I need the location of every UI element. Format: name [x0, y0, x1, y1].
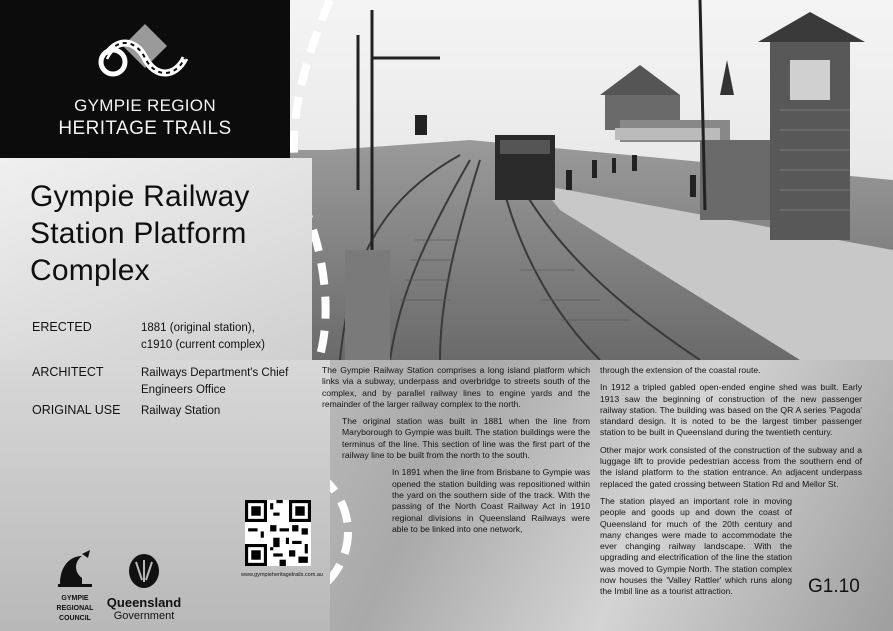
queensland-government-logo: [103, 552, 185, 622]
gympie-council-logo: [40, 548, 110, 623]
fact-value-line: Engineers Office: [141, 384, 226, 396]
council-emblem-icon: [52, 548, 98, 588]
council-name-line: GYMPIE: [61, 595, 89, 602]
council-name-line: REGIONAL: [56, 605, 94, 612]
body-column-2: [600, 365, 862, 604]
brand-region-line: GYMPIE REGION: [74, 96, 216, 115]
body-paragraph: In 1912 a tripled gabled open-ended engine shed was built. Early 1913 saw the beginning of construction of the new passenger railway station. The building was based on the QR A series 'Pagoda' standard design. It is noted to be the largest timber passenger station to be built in Queensland during the twentieth century.: [600, 382, 862, 438]
sign-code: G1.10: [808, 576, 860, 597]
fact-original-use: [32, 403, 302, 425]
fact-value-line: 1881 (original station),: [141, 322, 255, 334]
heritage-trails-logo-icon: [85, 18, 205, 98]
fact-architect: [32, 365, 302, 403]
fact-value-line: Railway Station: [141, 405, 221, 417]
body-paragraph: The station played an important role in moving people and goods up and down the coast of Queensland for much of the 20th century and many changes were made to accommodate the ever changing railway landscape. With the upgrading and electrification of the line the station was moved to Gympie North. The station complex now houses the 'Valley Rattler' which runs along the Imbil line as a tourist attraction.: [600, 495, 792, 597]
title-line-1: Gympie Railway: [30, 180, 250, 213]
body-paragraph: Other major work consisted of the construction of the subway and a luggage lift to provide pedestrian access from the southern end of the island platform to the station entrance. An adjacent underpass replaced the gated crossing between Station Rd and Mellor St.: [600, 444, 862, 489]
fact-label: ORIGINAL USE: [32, 403, 121, 417]
title-line-3: Complex: [30, 254, 150, 287]
state-name-line: Queensland: [106, 595, 182, 610]
trail-website-url[interactable]: www.gympieheritagetrails.com.au: [241, 572, 323, 578]
fact-value-line: Railways Department's Chief: [141, 367, 289, 379]
fact-value-line: c1910 (current complex): [141, 339, 265, 351]
body-paragraph: The original station was built in 1881 when the line from Maryborough to Gympie was built. The station buildings were the terminus of the line. This section of line was the first part of the railway line to be built from the north to the south.: [342, 416, 590, 461]
page-title: [30, 178, 290, 289]
queensland-crest-icon: [126, 552, 162, 590]
fact-value: [141, 403, 306, 420]
qr-code-icon: [245, 500, 311, 566]
body-paragraph: through the extension of the coastal route.: [600, 365, 761, 375]
body-paragraph: The Gympie Railway Station comprises a long island platform which links via a subway, underpass and overbridge to streets south of the complex, and by parallel railway lines to engine yards and the remainder of the larger railway complex to the north.: [322, 365, 590, 409]
fact-value: [141, 365, 306, 399]
brand-trails-line: HERITAGE TRAILS: [58, 118, 232, 139]
state-name-line: Government: [113, 610, 175, 622]
facts-list: [32, 320, 302, 425]
fact-value: [141, 320, 306, 354]
heritage-trails-logo-block: [0, 0, 290, 158]
fact-label: ERECTED: [32, 320, 92, 334]
qr-code[interactable]: [245, 500, 311, 566]
body-column-1: [322, 365, 590, 541]
fact-label: ARCHITECT: [32, 365, 104, 379]
title-line-2: Station Platform: [30, 217, 247, 250]
council-name-line: COUNCIL: [59, 615, 91, 622]
body-paragraph: In 1891 when the line from Brisbane to Gympie was opened the station building was repositioned within the yard on the southern side of the track. With the passing of the North Coast Railway Act in 1910 regional divisions in Queensland Railways were able to be linked into one network,: [392, 467, 590, 534]
fact-erected: [32, 320, 302, 365]
